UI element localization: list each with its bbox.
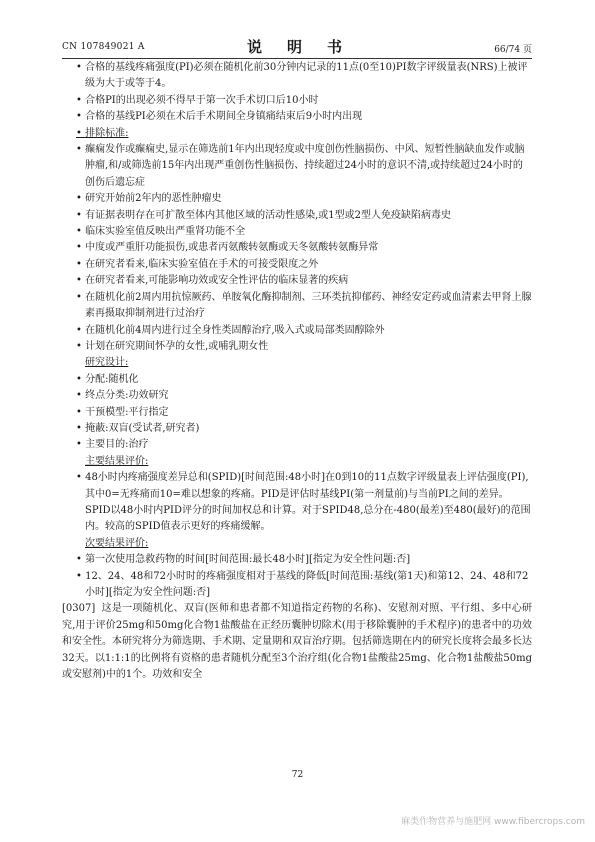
page-number: 72 xyxy=(291,770,304,780)
design-masking: • 掩蔽:双盲(受试者,研究者) xyxy=(76,422,200,434)
paragraph-id: [0307] xyxy=(62,603,96,615)
design-intervention-model: • 干预模型:平行指定 xyxy=(76,406,169,418)
secondary-outcome-rescue: • 第一次使用急救药物的时间[时间范围:最长48小时][指定为安全性问题:否] xyxy=(76,554,411,566)
primary-outcome-heading: 主要结果评价: xyxy=(85,455,149,467)
patent-number: CN 107849021 A xyxy=(62,42,145,52)
design-purpose: • 主要目的:治疗 xyxy=(76,439,149,451)
exclusion-medications: • 在随机化前2周内用抗惊厥药、单胺氧化酶抑制剂、三环类抗抑郁药、神经安定药或血清素去甲肾上腺素再摄取抑制剂进行过治疗 xyxy=(76,291,532,320)
secondary-outcome-heading: 次要结果评价: xyxy=(85,537,149,549)
criterion-baseline-pi: • 合格的基线疼痛强度(PI)必须在随机化前30分钟内记录的11点(0至10)PI数字评级量表(NRS)上被评级为大于或等于4。 xyxy=(76,62,528,90)
primary-outcome-spid: • 48小时内疼痛强度差异总和(SPID)[时间范围:48小时]在0到10的11点数字评级量表上评估强度(PI),其中0=无疼痛而10=难以想象的疼痛。PID是评估时基线PI(第一剂量前)与当前PI之间的差异。SPID以48小时内PID评分的时间加权总和计算。对于SPID48,总分在-480(最差)至480(最好)的范围内。较高的SPID值表示更好的疼痛缓解。 xyxy=(76,472,531,533)
exclusion-lab-values: • 在研究者看来,临床实验室值在手术的可接受限度之外 xyxy=(76,258,319,270)
exclusion-renal: • 临床实验室值反映出严重肾功能不全 xyxy=(76,226,246,238)
document-body xyxy=(62,60,532,683)
document-title: 说 明 书 xyxy=(246,38,347,56)
exclusion-criteria-heading: • 排除标准: xyxy=(76,127,129,139)
exclusion-steroids: • 在随机化前4周内进行过全身性类固醇治疗,吸入式或局部类固醇除外 xyxy=(76,324,385,336)
design-endpoint: • 终点分类:功效研究 xyxy=(76,390,169,402)
exclusion-malignancy: • 研究开始前2年内的恶性肿瘤史 xyxy=(76,193,222,205)
criterion-pi-window: • 合格的基线PI必须在术后手术期间全身镇痛结束后9小时内出现 xyxy=(76,111,363,123)
exclusion-seizure-history: • 癫痫发作或癫痫史,显示在筛选前1年内出现轻度或中度创伤性脑损伤、中风、短暂性脑缺血发作或脑肿瘤,和/或筛选前15年内出现严重创伤性脑损伤、持续超过24小时的意识不清,或持续超过24小时的创伤后遗忘症 xyxy=(76,144,525,188)
page-indicator: 66/74 页 xyxy=(494,45,532,55)
criterion-pi-timing: • 合格PI的出现必须不得早于第一次手术切口后10小时 xyxy=(76,94,319,106)
page-header xyxy=(62,36,532,58)
study-design-heading: 研究设计: xyxy=(85,357,129,369)
exclusion-hepatic: • 中度或严重肝功能损伤,或患者丙氨酸转氨酶或天冬氨酸转氨酶异常 xyxy=(76,242,379,254)
design-allocation: • 分配:随机化 xyxy=(76,373,139,385)
header-rule xyxy=(62,58,532,59)
exclusion-pregnancy: • 计划在研究期间怀孕的女性,或哺乳期女性 xyxy=(76,340,269,352)
exclusion-infection: • 有证据表明存在可扩散至体内其他区域的活动性感染,或1型或2型人免疫缺陷病毒史 xyxy=(76,209,451,221)
paragraph-0307 xyxy=(62,601,532,683)
watermark: 麻类作物营养与施肥网 www.fibercrops.com xyxy=(401,817,585,827)
paragraph-text: 这是一项随机化、双盲(医师和患者都不知道指定药物的名称)、安慰剂对照、平行组、多中心研究,用于评价25mg和50mg化合物1盐酸盐在正经历囊肿切除术(用于移除囊肿的手术程序)的患者中的功效和安全性。本研究将分为筛选期、手术期、定量期和双盲治疗期。包括筛选期在内的研究长度将会最多长达32天。以1:1:1的比例将有资格的患者随机分配至3个治疗组(化合物1盐酸盐25mg、化合物1盐酸盐50mg或安慰剂)中的1个。功效和安全 xyxy=(62,603,532,681)
secondary-outcome-reduction: • 12、24、48和72小时时的疼痛强度相对于基线的降低[时间范围:基线(第1天)和第12、24、48和72小时][指定为安全性问题:否] xyxy=(76,570,529,598)
exclusion-clinical-disease: • 在研究者看来,可能影响功效或安全性评估的临床显著的疾病 xyxy=(76,275,349,287)
